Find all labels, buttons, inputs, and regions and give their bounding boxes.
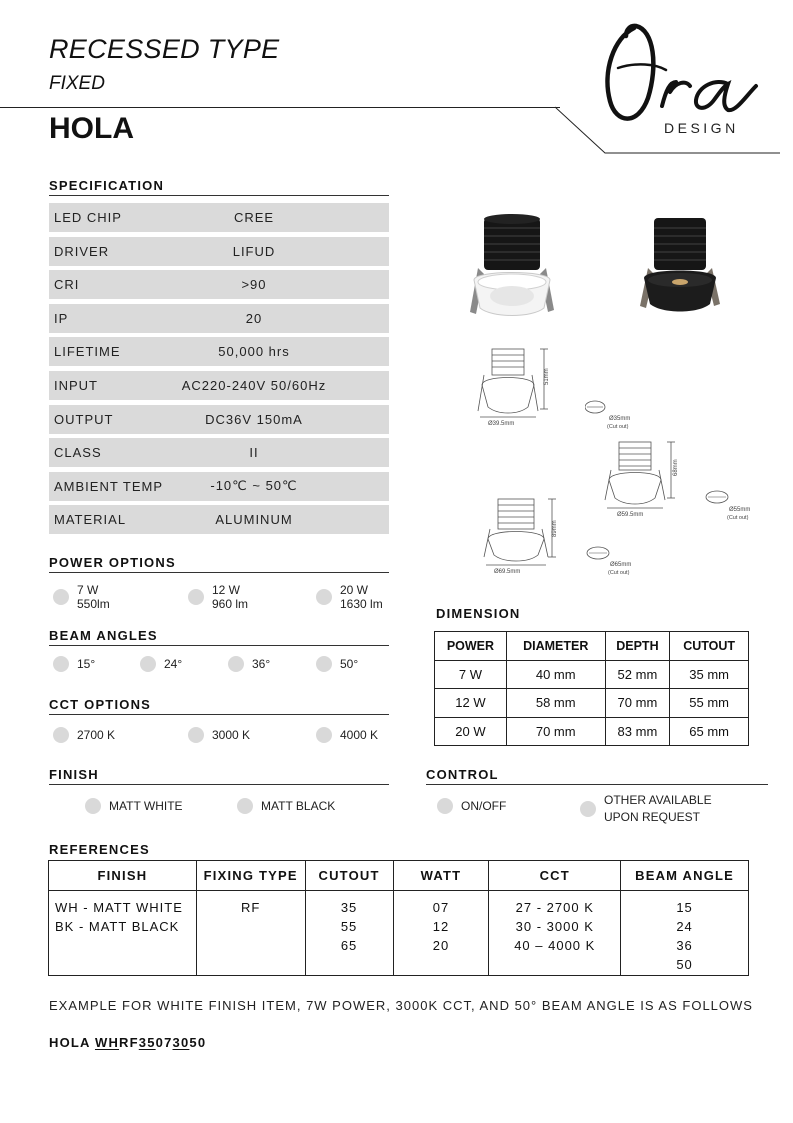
finish-label: MATT WHITE bbox=[109, 799, 183, 813]
cell-line: 55 bbox=[340, 919, 358, 934]
spec-label: OUTPUT bbox=[54, 411, 114, 427]
example-code bbox=[49, 1035, 206, 1050]
radio-dot[interactable] bbox=[140, 656, 156, 672]
spec-row bbox=[49, 270, 389, 299]
spec-row bbox=[49, 371, 389, 400]
spec-value: -10℃ ~ 50℃ bbox=[210, 478, 298, 494]
code-watt: 07 bbox=[155, 1035, 173, 1050]
cct-options-rule bbox=[49, 714, 389, 715]
drawing-12w bbox=[597, 438, 687, 520]
cell-line: 15 bbox=[676, 900, 693, 915]
spec-row bbox=[49, 405, 389, 434]
beam-angles-title: BEAM ANGLES bbox=[49, 628, 158, 643]
spec-value: AC220-240V 50/60Hz bbox=[181, 377, 327, 393]
radio-dot[interactable] bbox=[437, 798, 453, 814]
radio-dot[interactable] bbox=[188, 727, 204, 743]
spec-row bbox=[49, 505, 389, 534]
code-fixing: RF bbox=[119, 1035, 139, 1050]
cct-label: 2700 K bbox=[77, 728, 116, 742]
column-header: CCT bbox=[489, 861, 621, 891]
cutout-label: Ø55mm bbox=[729, 507, 751, 513]
spec-value: 20 bbox=[245, 310, 263, 326]
column-header: DEPTH bbox=[605, 632, 670, 661]
spec-label: LED CHIP bbox=[54, 210, 122, 225]
spec-row bbox=[49, 304, 389, 333]
radio-dot[interactable] bbox=[228, 656, 244, 672]
cutout-note: (Cut out) bbox=[608, 570, 630, 576]
finish-title: FINISH bbox=[49, 767, 99, 782]
power-watt: 7 W bbox=[77, 583, 99, 597]
white-downlight-image bbox=[462, 210, 562, 320]
beam-option-24[interactable] bbox=[140, 656, 182, 672]
beam-angles-rule bbox=[49, 645, 389, 646]
beam-option-15[interactable] bbox=[53, 656, 95, 672]
beam-option-36[interactable] bbox=[228, 656, 270, 672]
control-rule bbox=[426, 784, 768, 785]
references-title: REFERENCES bbox=[49, 842, 150, 857]
drawing-diameter-label: Ø39.5mm bbox=[488, 421, 515, 427]
power-lumen: 960 lm bbox=[212, 597, 249, 611]
radio-dot[interactable] bbox=[188, 589, 204, 605]
beam-label: 24° bbox=[164, 657, 183, 671]
cutout-label: Ø65mm bbox=[610, 562, 632, 568]
column-header: BEAM ANGLE bbox=[621, 861, 749, 891]
control-option-onoff[interactable] bbox=[437, 798, 506, 814]
spec-label: IP bbox=[54, 310, 69, 326]
drawing-height-label: 89mm bbox=[552, 520, 558, 537]
spec-label: AMBIENT TEMP bbox=[54, 478, 164, 494]
cell-line: RF bbox=[241, 900, 261, 915]
radio-dot[interactable] bbox=[316, 589, 332, 605]
drawing-height-label: 51mm bbox=[544, 368, 550, 385]
drawing-7w bbox=[470, 345, 560, 430]
spec-value: II bbox=[249, 445, 259, 461]
cell-line: 24 bbox=[676, 919, 693, 934]
cct-options-title: CCT OPTIONS bbox=[49, 697, 152, 712]
beam-cell bbox=[621, 891, 749, 976]
cct-label: 4000 K bbox=[340, 728, 379, 742]
spec-value: LIFUD bbox=[232, 243, 276, 259]
column-header: FINISH bbox=[49, 861, 197, 891]
finish-cell bbox=[49, 891, 197, 976]
beam-label: 50° bbox=[340, 657, 359, 671]
spec-label: CLASS bbox=[54, 445, 102, 461]
cell-line: 50 bbox=[676, 957, 693, 972]
table-row bbox=[435, 660, 749, 689]
table-cell: 7 W bbox=[435, 660, 507, 689]
spec-value: DC36V 150mA bbox=[205, 411, 303, 427]
header-rule bbox=[0, 107, 560, 108]
drawing-20w bbox=[478, 495, 568, 577]
spec-label: MATERIAL bbox=[54, 512, 127, 528]
table-cell: 58 mm bbox=[506, 689, 605, 718]
table-header-row bbox=[435, 632, 749, 661]
cell-line: 65 bbox=[340, 938, 358, 953]
references-table bbox=[48, 860, 749, 976]
cct-option-2700[interactable] bbox=[53, 727, 115, 743]
cutout-drawing-65 bbox=[586, 543, 646, 579]
radio-dot[interactable] bbox=[53, 727, 69, 743]
spec-label: DRIVER bbox=[54, 243, 110, 259]
cutout-note: (Cut out) bbox=[727, 515, 749, 521]
radio-dot[interactable] bbox=[85, 798, 101, 814]
cutout-drawing-35 bbox=[585, 397, 645, 433]
watt-cell bbox=[393, 891, 489, 976]
table-cell: 20 W bbox=[435, 717, 507, 746]
cell-line: 20 bbox=[432, 938, 450, 953]
code-beam: 50 bbox=[189, 1035, 207, 1050]
column-header: CUTOUT bbox=[670, 632, 749, 661]
spec-row bbox=[49, 237, 389, 266]
specification-table bbox=[49, 203, 389, 539]
finish-rule bbox=[49, 784, 389, 785]
spec-row bbox=[49, 337, 389, 366]
radio-dot[interactable] bbox=[580, 801, 596, 817]
control-label: UPON REQUEST bbox=[604, 810, 701, 824]
category-title: RECESSED TYPE bbox=[49, 34, 280, 64]
control-label: OTHER AVAILABLE bbox=[604, 793, 712, 807]
beam-label: 36° bbox=[252, 657, 271, 671]
table-cell: 12 W bbox=[435, 689, 507, 718]
spec-label: CRI bbox=[54, 277, 80, 293]
spec-value: 50,000 hrs bbox=[218, 344, 290, 360]
cutout-note: (Cut out) bbox=[607, 424, 629, 430]
table-cell: 70 mm bbox=[605, 689, 670, 718]
cell-line: 12 bbox=[432, 919, 450, 934]
column-header: POWER bbox=[435, 632, 507, 661]
drawing-diameter-label: Ø69.5mm bbox=[494, 569, 521, 575]
radio-dot[interactable] bbox=[237, 798, 253, 814]
control-label: ON/OFF bbox=[461, 799, 507, 813]
drawing-height-label: 68mm bbox=[673, 459, 679, 476]
specification-rule bbox=[49, 195, 389, 196]
power-option-12w[interactable] bbox=[188, 583, 248, 611]
spec-label: LIFETIME bbox=[54, 344, 121, 360]
table-cell: 65 mm bbox=[670, 717, 749, 746]
table-header-row bbox=[49, 861, 749, 891]
finish-option-matt-white[interactable] bbox=[85, 798, 183, 814]
cell-line: 27 - 2700 K bbox=[515, 900, 594, 915]
code-prefix: HOLA bbox=[49, 1035, 95, 1050]
table-cell: 52 mm bbox=[605, 660, 670, 689]
cell-line: 07 bbox=[432, 900, 450, 915]
specification-title: SPECIFICATION bbox=[49, 178, 165, 193]
spec-label: INPUT bbox=[54, 377, 98, 393]
spec-row bbox=[49, 472, 389, 501]
cct-label: 3000 K bbox=[212, 728, 251, 742]
power-option-7w[interactable] bbox=[53, 583, 110, 611]
finish-option-matt-black[interactable] bbox=[237, 798, 335, 814]
column-header: CUTOUT bbox=[305, 861, 393, 891]
power-options-title: POWER OPTIONS bbox=[49, 555, 176, 570]
cell-line: WH - MATT WHITE bbox=[55, 900, 183, 915]
spec-row bbox=[49, 438, 389, 467]
beam-label: 15° bbox=[77, 657, 96, 671]
cutout-cell bbox=[305, 891, 393, 976]
dimension-title: DIMENSION bbox=[436, 606, 521, 621]
cutout-drawing-55 bbox=[705, 487, 765, 523]
table-cell: 35 mm bbox=[670, 660, 749, 689]
cct-option-3000[interactable] bbox=[188, 727, 250, 743]
table-cell: 83 mm bbox=[605, 717, 670, 746]
cct-option-4000[interactable] bbox=[316, 727, 378, 743]
code-finish: WH bbox=[94, 1035, 120, 1050]
subtype-title: FIXED bbox=[49, 73, 105, 94]
black-downlight-image bbox=[632, 210, 727, 320]
dimension-table bbox=[434, 631, 749, 746]
column-header: FIXING TYPE bbox=[196, 861, 305, 891]
spec-value: CREE bbox=[233, 210, 275, 225]
spec-value: ALUMINUM bbox=[215, 512, 293, 528]
product-name: HOLA bbox=[49, 112, 134, 145]
power-lumen: 1630 lm bbox=[340, 597, 383, 611]
power-lumen: 550lm bbox=[77, 597, 110, 611]
radio-dot[interactable] bbox=[53, 589, 69, 605]
power-option-20w[interactable] bbox=[316, 583, 383, 611]
cell-line: BK - MATT BLACK bbox=[55, 919, 180, 934]
column-header: DIAMETER bbox=[506, 632, 605, 661]
spec-row bbox=[49, 203, 389, 232]
ora-design-logo bbox=[596, 16, 771, 146]
cell-line: 30 - 3000 K bbox=[515, 919, 594, 934]
code-cct: 30 bbox=[172, 1035, 190, 1050]
drawing-diameter-label: Ø59.5mm bbox=[617, 512, 644, 518]
cutout-label: Ø35mm bbox=[609, 416, 631, 422]
cell-line: 40 – 4000 K bbox=[514, 938, 596, 953]
control-title: CONTROL bbox=[426, 767, 499, 782]
power-options-rule bbox=[49, 572, 389, 573]
example-text: EXAMPLE FOR WHITE FINISH ITEM, 7W POWER, 3000K CCT, AND 50° BEAM ANGLE IS AS FOLLOWS bbox=[49, 998, 753, 1013]
cct-cell bbox=[489, 891, 621, 976]
column-header: WATT bbox=[393, 861, 489, 891]
spec-value: >90 bbox=[241, 277, 267, 293]
finish-label: MATT BLACK bbox=[261, 799, 336, 813]
logo-word: DESIGN bbox=[664, 120, 739, 136]
radio-dot[interactable] bbox=[316, 727, 332, 743]
table-row bbox=[435, 717, 749, 746]
table-cell: 70 mm bbox=[506, 717, 605, 746]
table-cell: 55 mm bbox=[670, 689, 749, 718]
table-row bbox=[49, 891, 749, 976]
fixing-cell bbox=[196, 891, 305, 976]
power-watt: 20 W bbox=[340, 583, 369, 597]
radio-dot[interactable] bbox=[53, 656, 69, 672]
cell-line: 36 bbox=[676, 938, 693, 953]
table-row bbox=[435, 689, 749, 718]
power-watt: 12 W bbox=[212, 583, 241, 597]
cell-line: 35 bbox=[340, 900, 358, 915]
radio-dot[interactable] bbox=[316, 656, 332, 672]
table-cell: 40 mm bbox=[506, 660, 605, 689]
control-option-other[interactable] bbox=[580, 792, 712, 826]
beam-option-50[interactable] bbox=[316, 656, 358, 672]
code-cutout: 35 bbox=[138, 1035, 156, 1050]
